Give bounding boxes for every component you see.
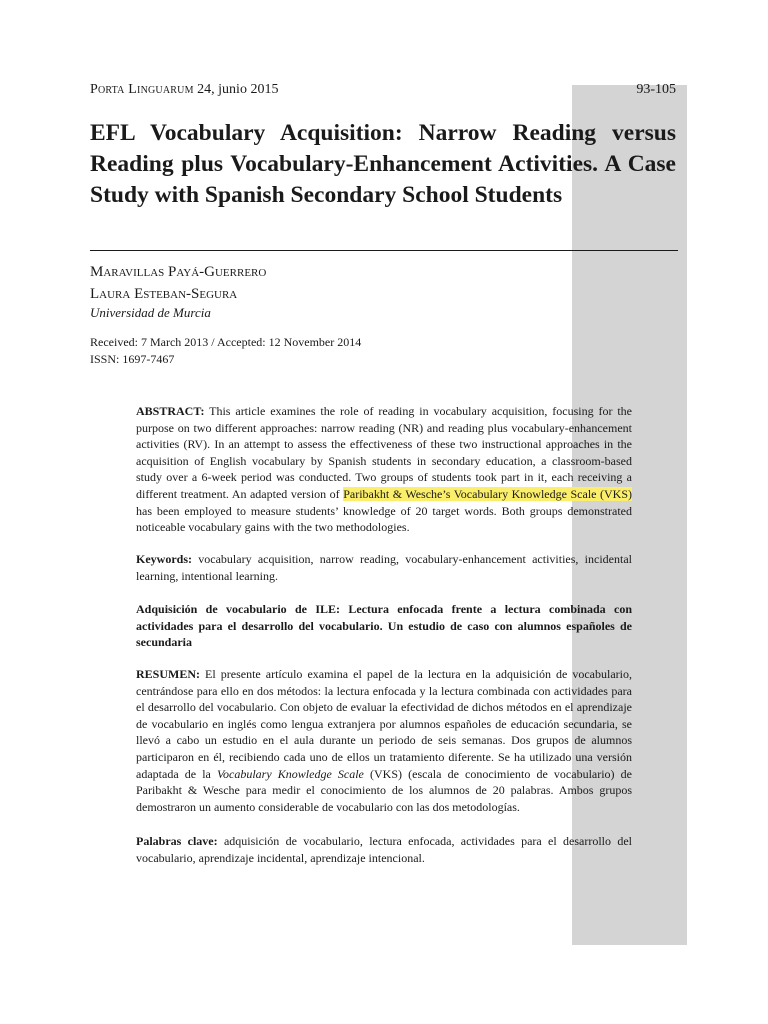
affiliation: Universidad de Murcia (90, 305, 211, 320)
resumen-text: El presente artículo examina el papel de la lectura en la adquisición de vocabulario, centrándose para ello en dos métodos: la lectura enfocada y la lectura combinada con actividades para el desarrollo del vocabulario. Con objeto de evaluar la efectividad de dichos métodos en el aprendizaje de vocabulario en inglés como lengua extranjera por alumnos españoles de educación secundaria, se llevó a cabo un estudio en el aula durante un periodo de seis semanas. Dos grupos de alumnos participaron en él, recibiendo cada uno de ellos un tratamiento diferente. Se ha utilizado una versión adaptada de la (136, 667, 632, 781)
abstract-text: This article examines the role of reading in vocabulary acquisition, focusing for the purpose on two different approaches: narrow reading (NR) and reading plus vocabulary-enhancement activities (RV). In an attempt to assess the effectiveness of these two instructional approaches in the acquisition of English vocabulary by Spanish students in secondary education, a classroom-based study over a 6-week period was conducted. Two groups of students took part in it, each receiving a different treatment. An adapted version of (136, 404, 632, 501)
received-accepted-dates: Received: 7 March 2013 / Accepted: 12 November 2014 (90, 335, 362, 349)
abstract-paragraph (136, 403, 632, 536)
resumen-italic-term: Vocabulary Knowledge Scale (217, 766, 364, 781)
palabras-clave-label: Palabras clave: (136, 834, 218, 848)
abstract-label: ABSTRACT: (136, 404, 205, 418)
palabras-clave-text: adquisición de vocabulario, lectura enfocada, actividades para el desarrollo del vocabulario, aprendizaje incidental, aprendizaje intencional. (136, 834, 632, 865)
resumen-text-end: (VKS) (escala de conocimiento de vocabulario) de Paribakht & Wesche para medir el conocimiento de los alumnos de 20 palabras. Ambos grupos demostraron un aumento considerable de vocabulario con las dos metodologías. (136, 766, 632, 814)
spanish-title: Adquisición de vocabulario de ILE: Lectura enfocada frente a lectura combinada con actividades para el desarrollo del vocabulario. Un estudio de caso con alumnos españoles de secundaria (136, 602, 632, 650)
journal-issue: 24, junio 2015 (193, 82, 279, 97)
journal-header (90, 82, 676, 98)
keywords-text: vocabulary acquisition, narrow reading, vocabulary-enhancement activities, incidental learning, intentional learning. (136, 552, 632, 583)
page-range: 93-105 (636, 82, 676, 97)
journal-citation (90, 82, 278, 98)
keywords-label: Keywords: (136, 552, 192, 566)
author-name: Laura Esteban-Segura (90, 286, 238, 302)
journal-name: Porta Linguarum (90, 82, 194, 97)
issn: ISSN: 1697-7467 (90, 352, 175, 366)
resumen-paragraph (136, 666, 632, 815)
abstract-text-end: has been employed to measure students’ knowledge of 20 target words. Both groups demonstrated noticeable vocabulary gains with the two methodologies. (136, 503, 632, 535)
highlighted-text: Paribakht & Wesche’s Vocabulary Knowledge Scale (VKS) (343, 486, 632, 501)
keywords-paragraph (136, 551, 632, 584)
publication-info (90, 334, 570, 368)
resumen-label: RESUMEN: (136, 667, 201, 681)
palabras-clave-paragraph (136, 833, 632, 866)
author-block (90, 261, 570, 321)
title-divider (90, 250, 678, 251)
author-name: Maravillas Payá-Guerrero (90, 264, 267, 280)
paper-title: EFL Vocabulary Acquisition: Narrow Reading versus Reading plus Vocabulary-Enhancement Activities. A Case Study with Spanish Secondary School Students (90, 120, 676, 208)
